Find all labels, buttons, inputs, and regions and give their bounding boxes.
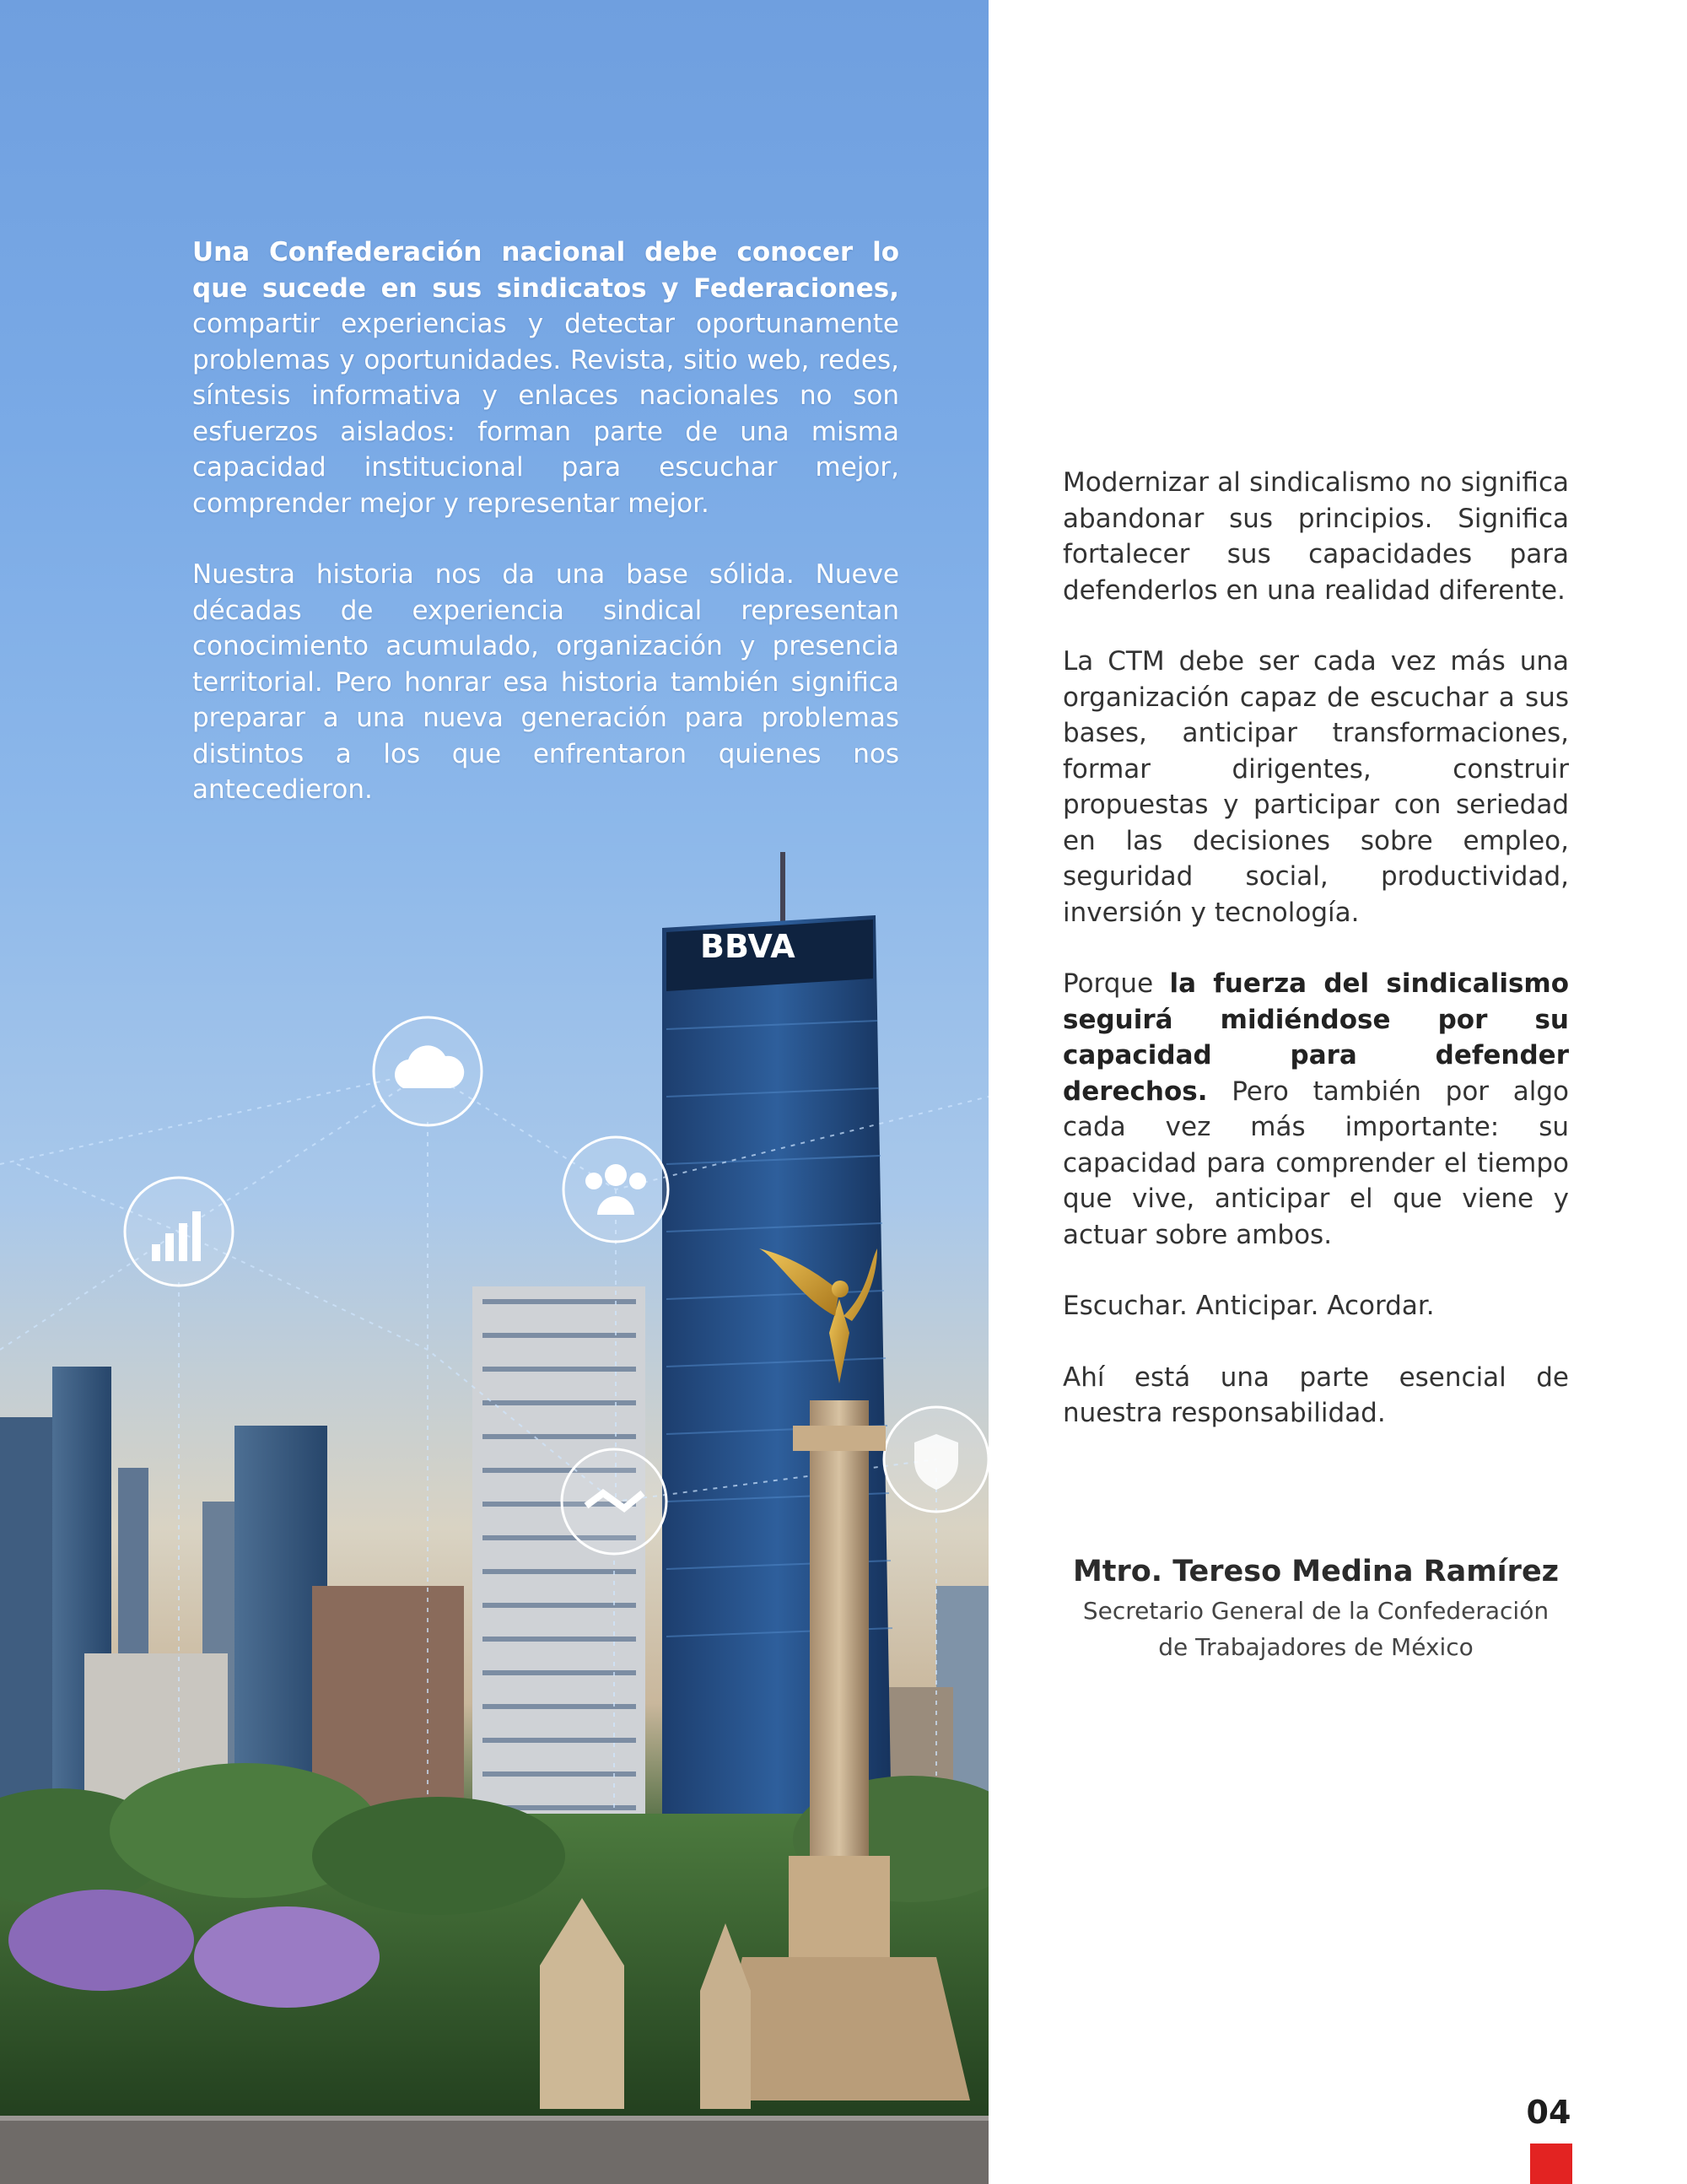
- mid-tower: [472, 1286, 645, 1894]
- handshake-icon: [562, 1449, 666, 1554]
- right-paragraph-3: [1063, 966, 1569, 1253]
- signature-block: [1046, 1550, 1586, 1665]
- bar-chart-icon: [125, 1178, 233, 1286]
- right-paragraph-3-lead: Porque: [1063, 968, 1170, 999]
- signatory-name: Mtro. Tereso Medina Ramírez: [1072, 1555, 1560, 1588]
- right-paragraph-1: Modernizar al sindicalismo no significa abandonar sus principios. Significa fortalecer sus capacidades para defenderlos en una realidad diferente.: [1063, 467, 1569, 606]
- page-accent-marker: [1530, 2144, 1572, 2184]
- right-paragraph-2: La CTM debe ser cada vez más una organización capaz de escuchar a sus bases, anticipar transformaciones, formar dirigentes, construir propuestas y participar con seriedad en las decisiones sobre empleo, seguridad social, productividad, inversión y tecnología.: [1063, 646, 1569, 928]
- right-paragraph-3-emphasis: la fuerza del sindicalismo seguirá midiéndose por su capacidad para defender derechos.: [1063, 968, 1569, 1107]
- left-column-text: [192, 235, 899, 844]
- left-paragraph-1-body: compartir experiencias y detectar oportunamente problemas y oportunidades. Revista, sitio web, redes, síntesis informativa y enlaces nacionales no son esfuerzos aislados: forman parte de una misma capacidad institucional para escuchar mejor, comprender mejor y representar mejor.: [192, 309, 899, 519]
- right-paragraph-3-body: Pero también por algo cada vez más importante: su capacidad para comprender el tiempo que vive, anticipar el que viene y actuar sobre ambos.: [1063, 1076, 1569, 1250]
- right-paragraph-4: Escuchar. Anticipar. Acordar.: [1063, 1291, 1435, 1321]
- bbva-sign: BBVA: [700, 928, 795, 965]
- right-column-text: [1063, 465, 1569, 1467]
- left-paragraph-1-lead: Una Confederación nacional debe conocer lo que sucede en sus sindicatos y Federaciones,: [192, 237, 899, 304]
- foreground-ledge: [0, 2116, 989, 2184]
- left-paragraph-2: Nuestra historia nos da una base sólida. Nueve décadas de experiencia sindical representan conocimiento acumulado, organización y presencia territorial. Pero honrar esa historia también significa preparar a una nueva generación para problemas distintos a los que enfrentaron quienes nos antecedieron.: [192, 559, 899, 805]
- signatory-role-line-2: de Trabajadores de México: [1158, 1633, 1474, 1661]
- people-icon: [563, 1137, 668, 1242]
- left-paragraph-1: [192, 235, 899, 521]
- shield-icon: [884, 1407, 989, 1512]
- cloud-icon: [374, 1017, 482, 1125]
- page-number: 04: [1526, 2094, 1571, 2131]
- right-paragraph-5: Ahí está una parte esencial de nuestra responsabilidad.: [1063, 1362, 1569, 1428]
- signatory-role-line-1: Secretario General de la Confederación: [1082, 1597, 1550, 1625]
